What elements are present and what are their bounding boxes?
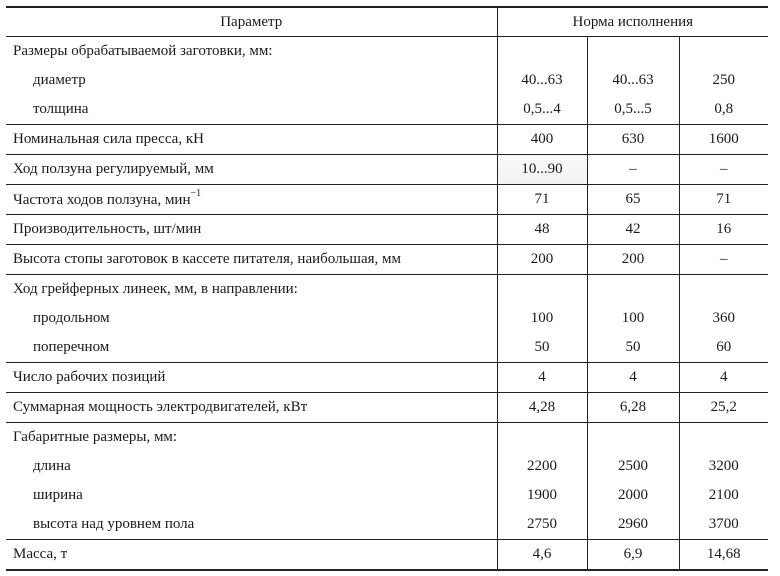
- cell-empty: [497, 275, 587, 305]
- cell-value: 3700: [679, 510, 768, 540]
- cell-value: 16: [679, 215, 768, 245]
- row-label: продольном: [6, 304, 497, 333]
- row-label: ширина: [6, 481, 497, 510]
- cell-value: 2100: [708, 487, 739, 503]
- unit-exponent: −1: [190, 188, 202, 199]
- row-label: Масса, т: [6, 540, 497, 571]
- table-row: [6, 304, 768, 333]
- cell-value: 200: [497, 245, 587, 275]
- row-label: Суммарная мощность электродвигателей, кВт: [6, 393, 497, 423]
- cell-value: 100: [497, 304, 587, 333]
- cell-value: 400: [497, 125, 587, 155]
- table-row: [6, 452, 768, 481]
- row-label: Размеры обрабатываемой заготовки, мм:: [6, 37, 497, 67]
- spec-table: [6, 6, 768, 571]
- cell-empty: [497, 423, 587, 453]
- header-parameter: Параметр: [6, 7, 497, 37]
- cell-value: 6,28: [587, 393, 679, 423]
- row-label: Производительность, шт/мин: [6, 215, 497, 245]
- cell-value: 0,5...5: [587, 95, 679, 125]
- table-row: [6, 333, 768, 363]
- row-label: диаметр: [6, 66, 497, 95]
- table-row: [6, 510, 768, 540]
- cell-value: 250: [712, 72, 735, 88]
- row-label: толщина: [6, 95, 497, 125]
- row-label: Габаритные размеры, мм:: [6, 423, 497, 453]
- cell-value: 200: [587, 245, 679, 275]
- cell-value: 0,5...4: [497, 95, 587, 125]
- cell-value: 100: [587, 304, 679, 333]
- cell-value: 65: [587, 185, 679, 215]
- row-label: длина: [6, 452, 497, 481]
- table-row: [6, 155, 768, 185]
- cell-value: 6,9: [587, 540, 679, 571]
- cell-value: 40...63: [497, 66, 587, 95]
- cell-value: 14,68: [679, 540, 768, 571]
- row-label: высота над уровнем пола: [6, 510, 497, 540]
- cell-empty: [587, 423, 679, 453]
- cell-value: 10...90: [497, 155, 587, 185]
- cell-value: 1600: [679, 125, 768, 155]
- cell-value: 40...63: [587, 66, 679, 95]
- cell-value: –: [679, 155, 768, 185]
- cell-empty: [679, 37, 768, 67]
- cell-value: 1900: [497, 481, 587, 510]
- row-label: поперечном: [6, 333, 497, 363]
- row-label: Высота стопы заготовок в кассете питателя, наибольшая, мм: [6, 245, 497, 275]
- table-row: [6, 185, 768, 215]
- row-label: Ход грейферных линеек, мм, в направлении:: [6, 275, 497, 305]
- cell-value: 48: [497, 215, 587, 245]
- cell-value: 50: [587, 333, 679, 363]
- cell-value: 3200: [708, 458, 739, 474]
- cell-value: –: [587, 155, 679, 185]
- table-row: [6, 393, 768, 423]
- cell-value: 71: [679, 185, 768, 215]
- cell-value: 4: [679, 363, 768, 393]
- cell-empty: [679, 423, 768, 453]
- cell-value: 25,2: [679, 393, 768, 423]
- cell-empty: [679, 275, 768, 305]
- header-norm: Норма исполнения: [497, 7, 768, 37]
- cell-value: 630: [587, 125, 679, 155]
- table-row: [6, 37, 768, 67]
- cell-value: 42: [587, 215, 679, 245]
- cell-value: 360: [712, 310, 735, 326]
- table-row: [6, 215, 768, 245]
- header-row: [6, 7, 768, 37]
- cell-empty: [497, 37, 587, 67]
- cell-value: 2500: [587, 452, 679, 481]
- cell-value: 50: [497, 333, 587, 363]
- cell-value: 60: [679, 333, 768, 363]
- cell-value: –: [679, 245, 768, 275]
- cell-value: 4,6: [497, 540, 587, 571]
- cell-value: 2000: [587, 481, 679, 510]
- cell-value: 4,28: [497, 393, 587, 423]
- row-label: Ход ползуна регулируемый, мм: [6, 155, 497, 185]
- cell-value: 2750: [497, 510, 587, 540]
- table-row: [6, 275, 768, 305]
- table-row: [6, 95, 768, 125]
- cell-empty: [587, 37, 679, 67]
- table-row: [6, 66, 768, 95]
- table-row: [6, 423, 768, 453]
- row-label-text: Частота ходов ползуна, мин: [13, 192, 191, 208]
- table-row: [6, 481, 768, 510]
- cell-value: 4: [497, 363, 587, 393]
- row-label: Номинальная сила пресса, кН: [6, 125, 497, 155]
- table-row: [6, 363, 768, 393]
- table-row: [6, 125, 768, 155]
- cell-value: 4: [587, 363, 679, 393]
- row-label: Число рабочих позиций: [6, 363, 497, 393]
- table-row: [6, 245, 768, 275]
- cell-empty: [587, 275, 679, 305]
- cell-value: 2200: [497, 452, 587, 481]
- row-label: [6, 185, 497, 215]
- cell-value: 2960: [587, 510, 679, 540]
- cell-value: 0,8: [679, 95, 768, 125]
- cell-value: 71: [497, 185, 587, 215]
- table-row: [6, 540, 768, 571]
